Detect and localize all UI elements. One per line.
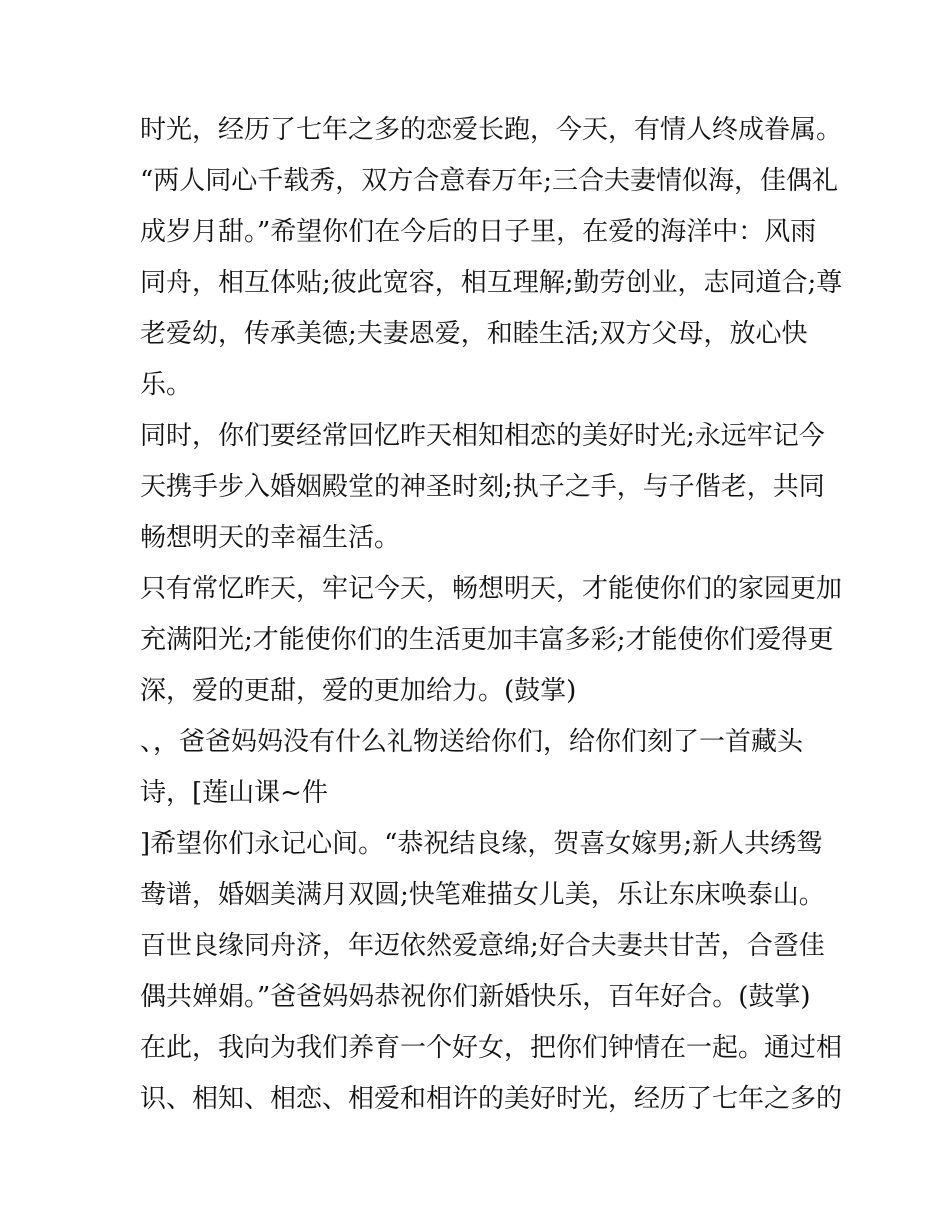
text-line: 乐。 [140,370,193,400]
body-text [140,105,843,1125]
text-line: 老爱幼，传承美德;夫妻恩爱，和睦生活;双方父母，放心快 [140,319,808,349]
text-line: 同舟，相互体贴;彼此宽容，相互理解;勤劳创业，志同道合;尊 [140,268,843,298]
text-line: 深，爱的更甜，爱的更加给力。(鼓掌) [140,676,577,706]
text-line: 同时，你们要经常回忆昨天相知相恋的美好时光;永远牢记今 [140,421,825,451]
text-line: “两人同心千载秀，双方合意春万年;三合夫妻情似海，佳偶礼 [140,166,839,196]
text-line: 成岁月甜。”希望你们在今后的日子里，在爱的海洋中：风雨 [140,217,817,247]
text-line: 、，爸爸妈妈没有什么礼物送给你们，给你们刻了一首藏头 [140,727,804,757]
text-line: 鸯谱，婚姻美满月双圆;快笔难描女儿美，乐让东床唤泰山。 [140,880,825,910]
text-line: 充满阳光;才能使你们的生活更加丰富多彩;才能使你们爱得更 [140,625,834,655]
text-line: ]希望你们永记心间。“恭祝结良缘，贺喜女嫁男;新人共绣鸳 [140,829,823,859]
text-line: 诗，[莲山课~件 [140,778,328,808]
text-line: 天携手步入婚姻殿堂的神圣时刻;执子之手，与子偕老，共同 [140,472,825,502]
text-line: 识、相知、相恋、相爱和相许的美好时光，经历了七年之多的 [140,1084,843,1114]
text-line: 在此，我向为我们养育一个好女，把你们钟情在一起。通过相 [140,1033,843,1063]
text-line: 只有常忆昨天，牢记今天，畅想明天，才能使你们的家园更加 [140,574,843,604]
text-line: 偶共婵娟。”爸爸妈妈恭祝你们新婚快乐，百年好合。(鼓掌) [140,982,811,1012]
text-line: 百世良缘同舟济，年迈依然爱意绵;好合夫妻共甘苦，合巹佳 [140,931,825,961]
text-line: 畅想明天的幸福生活。 [140,523,401,553]
text-line: 时光，经历了七年之多的恋爱长跑，今天，有情人终成眷属。 [140,115,843,145]
